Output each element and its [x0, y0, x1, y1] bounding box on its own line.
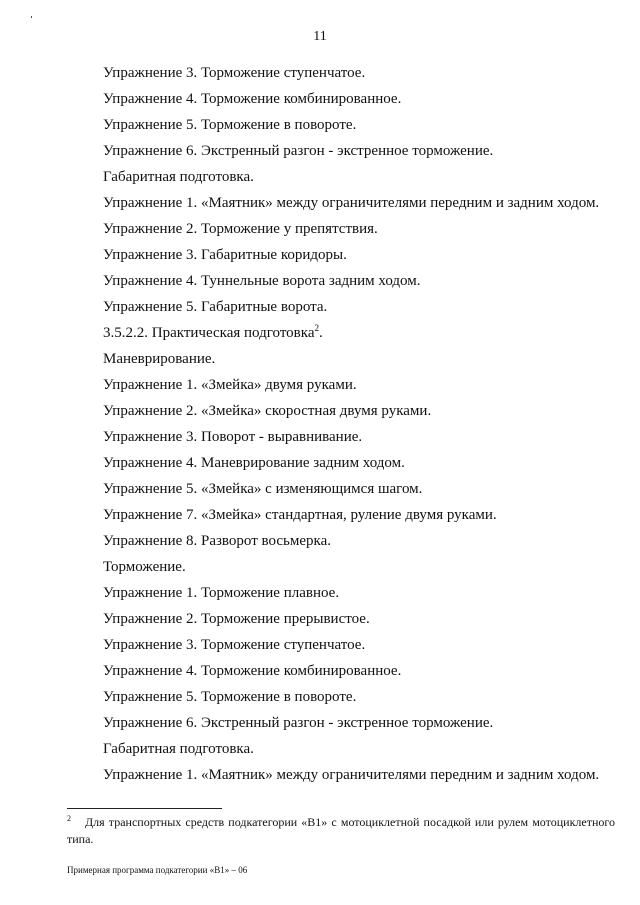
line-text: 3.5.2.2. Практическая подготовка [103, 325, 315, 341]
line-text: Упражнение 8. Разворот восьмерка. [103, 533, 331, 549]
text-line [103, 242, 623, 268]
page-footer: Примерная программа подкатегории «В1» – 06 [67, 865, 248, 875]
text-line [103, 710, 623, 736]
text-line [103, 346, 623, 372]
text-line [103, 528, 623, 554]
text-line [103, 268, 623, 294]
line-text: Упражнение 2. «Змейка» скоростная двумя руками. [103, 403, 432, 419]
line-text: Упражнение 3. Торможение ступенчатое. [103, 637, 366, 653]
line-text: Упражнение 5. Габаритные ворота. [103, 299, 328, 315]
text-line [103, 632, 623, 658]
line-punctuation: . [318, 325, 323, 341]
line-text: Упражнение 5. Торможение в повороте. [103, 689, 357, 705]
footnote [67, 814, 615, 848]
text-line [103, 164, 623, 190]
line-text: Габаритная подготовка. [103, 741, 254, 757]
page-number: 11 [313, 29, 327, 44]
line-text: Габаритная подготовка. [103, 169, 254, 185]
text-line [103, 684, 623, 710]
line-text: Торможение. [103, 559, 186, 575]
text-line [103, 216, 623, 242]
line-text: Упражнение 6. Экстренный разгон - экстренное торможение. [103, 143, 494, 159]
text-line [103, 658, 623, 684]
scan-mark [31, 16, 32, 18]
line-text: Упражнение 4. Маневрирование задним ходом. [103, 455, 405, 471]
footnote-reference: 2 [314, 323, 319, 333]
text-line [103, 424, 623, 450]
text-line [103, 476, 623, 502]
text-line [103, 554, 623, 580]
line-text: Упражнение 5. «Змейка» с изменяющимся шагом. [103, 481, 423, 497]
line-text: Упражнение 1. Торможение плавное. [103, 585, 340, 601]
line-text: Упражнение 4. Торможение комбинированное. [103, 91, 402, 107]
text-line [103, 372, 623, 398]
text-line [103, 60, 623, 86]
text-line [103, 762, 623, 788]
text-line [103, 138, 623, 164]
text-line [103, 450, 623, 476]
text-line [103, 86, 623, 112]
text-line [103, 580, 623, 606]
text-line [103, 190, 623, 216]
footnote-text: Для транспортных средств подкатегории «В1» с мотоциклетной посадкой или рулем мотоциклетного типа. [67, 815, 615, 846]
footnote-mark: 2 [67, 814, 71, 823]
line-text: Упражнение 6. Экстренный разгон - экстренное торможение. [103, 715, 494, 731]
line-text: Упражнение 1. «Маятник» между ограничителями передним и задним ходом. [103, 195, 600, 211]
line-text: Упражнение 5. Торможение в повороте. [103, 117, 357, 133]
text-line [103, 398, 623, 424]
body-text [103, 60, 623, 788]
footnote-separator [67, 808, 222, 809]
line-text: Упражнение 1. «Маятник» между ограничителями передним и задним ходом. [103, 767, 600, 783]
line-text: Упражнение 1. «Змейка» двумя руками. [103, 377, 357, 393]
line-text: Маневрирование. [103, 351, 216, 367]
text-line [103, 294, 623, 320]
text-line [103, 736, 623, 762]
text-line [103, 112, 623, 138]
line-text: Упражнение 2. Торможение у препятствия. [103, 221, 378, 237]
line-text: Упражнение 2. Торможение прерывистое. [103, 611, 370, 627]
line-text: Упражнение 3. Торможение ступенчатое. [103, 65, 366, 81]
line-text: Упражнение 3. Габаритные коридоры. [103, 247, 347, 263]
text-line [103, 320, 623, 346]
text-line [103, 606, 623, 632]
line-text: Упражнение 3. Поворот - выравнивание. [103, 429, 363, 445]
text-line [103, 502, 623, 528]
line-text: Упражнение 4. Туннельные ворота задним ходом. [103, 273, 421, 289]
line-text: Упражнение 7. «Змейка» стандартная, руление двумя руками. [103, 507, 497, 523]
line-text: Упражнение 4. Торможение комбинированное. [103, 663, 402, 679]
